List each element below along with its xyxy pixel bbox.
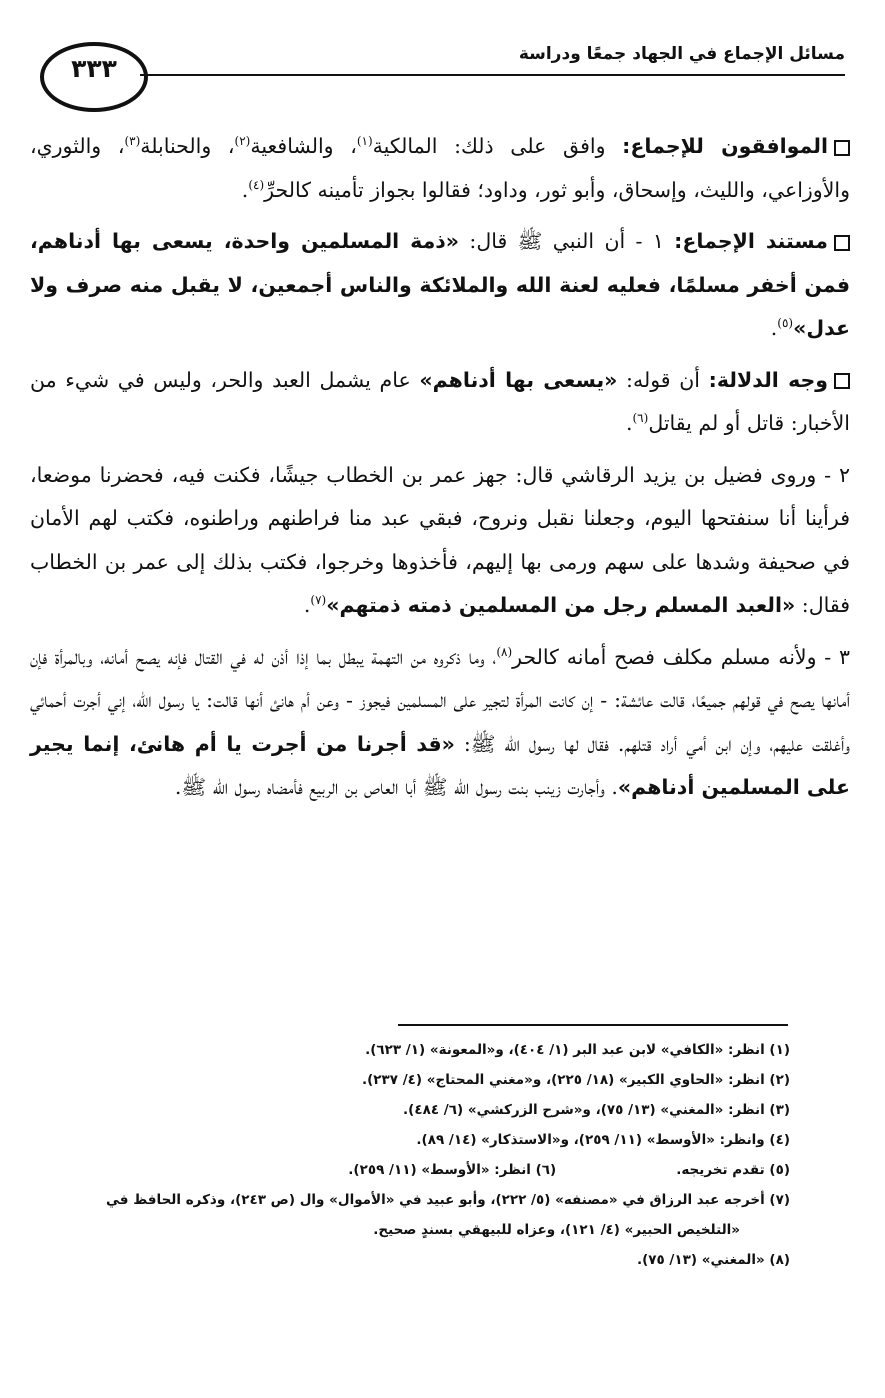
footnote-ref: (٥) <box>777 316 794 331</box>
hadith-quote: «ذمة المسلمين واحدة، يسعى بها أدناهم، فمن أخفر مسلمًا، فعليه لعنة الله والملائكة والناس أجمعين، لا يقبل منه صرف ولا عدل» <box>30 229 850 340</box>
section-lead: وجه الدلالة: <box>708 367 829 392</box>
text-run: وافق على ذلك: المالكية <box>372 134 623 158</box>
paragraph-evidence <box>30 220 850 351</box>
footnote: (٢) انظر: «الحاوي الكبير» (١٨/ ٢٢٥)، و«مغني المحتاج» (٤/ ٢٣٧). <box>361 1072 790 1088</box>
text-run: . وأجارت زينب بنت رسول الله ﷺ أبا العاص بن الربيع فأمضاه رسول الله ﷺ. <box>174 775 618 799</box>
text-run: أن قوله: <box>617 367 709 392</box>
footnote-ref: (٢) <box>234 134 251 149</box>
footnote-ref: (٦) <box>632 411 649 426</box>
square-bullet-icon <box>834 140 850 156</box>
text-run: عام يشمل العبد والحر، وليس في شيء من الأخبار: قاتل أو لم يقاتل <box>30 367 850 435</box>
footnote: (٧) أخرجه عبد الرزاق في «مصنفه» (٥/ ٢٢٢)، وأبو عبيد في «الأموال» وال (ص ٢٤٣)، وذكره الحافظ في <box>106 1192 790 1208</box>
text-run: ، والشافعية <box>250 134 357 158</box>
footnote-ref: (٧) <box>310 593 327 608</box>
footnote-separator <box>398 1024 788 1026</box>
footnote: (٣) انظر: «المغني» (١٣/ ٧٥)، و«شرح الزركشي» (٦/ ٤٨٤). <box>403 1102 790 1118</box>
page-header <box>25 30 845 120</box>
footnote-ref: (٣) <box>124 134 141 149</box>
paragraph-agreeing <box>30 125 850 212</box>
footnote: (٥) تقدم تخريجه. <box>676 1162 790 1178</box>
square-bullet-icon <box>834 373 850 389</box>
running-title: مسائل الإجماع في الجهاد جمعًا ودراسة <box>518 44 845 64</box>
header-rule <box>140 74 845 76</box>
footnote: (٤) وانظر: «الأوسط» (١١/ ٢٥٩)، و«الاستذكار» (١٤/ ٨٩). <box>416 1132 790 1148</box>
text-run: ، والثوري، والأوزاعي، والليث، وإسحاق، وأبو ثور، وداود؛ فقالوا بجواز تأمينه كالحرِّ <box>30 134 850 202</box>
footnote: (١) انظر: «الكافي» لابن عبد البر (١/ ٤٠٤)، و«المعونة» (١/ ٦٢٣). <box>365 1042 790 1058</box>
text-run: . <box>770 316 778 340</box>
footnote-pair <box>30 1155 790 1185</box>
footnote-ref: (٨) <box>496 644 513 659</box>
footnote-ref: (٤) <box>248 177 265 192</box>
section-lead: الموافقون للإجماع: <box>622 134 828 158</box>
square-bullet-icon <box>834 235 850 251</box>
footnote-ref: (١) <box>356 134 373 149</box>
section-lead: مستند الإجماع: <box>674 229 828 253</box>
text-run: ، وما ذكروه من التهمة يبطل بما إذا أذن له في القتال فإنه يصح أمانه، وبالمرأة فإن أمانها يصح في قولهم جميعًا، قالت عائشة: - إن كانت المرأة لتجير على المسلمين فيجوز - وعن أم هانئ أنها قالت: يا رسول الله، إني أجرت أحمائي وأغلقت عليهم، وإن ابن أمي أراد قتلهم. فقال لها رسول الله ﷺ: <box>30 644 850 756</box>
page-number-oval <box>40 42 148 112</box>
main-text <box>30 125 850 818</box>
footnotes <box>30 1035 790 1275</box>
text-run: . <box>241 177 249 202</box>
paragraph-narration <box>30 454 850 628</box>
page-number: ٣٣٣ <box>71 54 117 83</box>
text-run: . <box>625 411 633 435</box>
hadith-quote: «قد أجرنا من أجرت يا أم هانئ، إنما يجير على المسلمين أدناهم» <box>30 731 850 799</box>
footnote-continuation: «التلخيص الحبير» (٤/ ١٢١)، وعزاه للبيهقي بسندٍ صحيح. <box>373 1222 740 1238</box>
text-run: ٣ - ولأنه مسلم مكلف فصح أمانه كالحر <box>512 644 850 669</box>
text-run: . <box>303 593 311 617</box>
text-run: ٢ - وروى فضيل بن يزيد الرقاشي قال: جهز عمر بن الخطاب جيشًا، فكنت فيه، فحضرنا موضعا، فرأينا أنا سنفتحها اليوم، وجعلنا نقبل ونروح، فبقي عبد منا فراطنهم وراطنوه، فكتب لهم الأمان في صحيفة وشدها على سهم ورمى بها إليهم، فأخذوها وخرجوا، فكتب بذلك إلى عمر بن الخطاب فقال: <box>30 462 850 617</box>
footnote: (٦) انظر: «الأوسط» (١١/ ٢٥٩). <box>348 1162 557 1178</box>
hadith-quote: «يسعى بها أدناهم» <box>419 367 618 392</box>
paragraph-reasoning <box>30 636 850 810</box>
paragraph-indication <box>30 359 850 446</box>
footnote: (٨) «المغني» (١٣/ ٧٥). <box>636 1252 790 1268</box>
hadith-quote: «العبد المسلم رجل من المسلمين ذمته ذمتهم» <box>326 593 796 617</box>
text-run: ، والحنابلة <box>140 134 235 158</box>
text-run: ١ - أن النبي ﷺ قال: <box>459 229 675 253</box>
